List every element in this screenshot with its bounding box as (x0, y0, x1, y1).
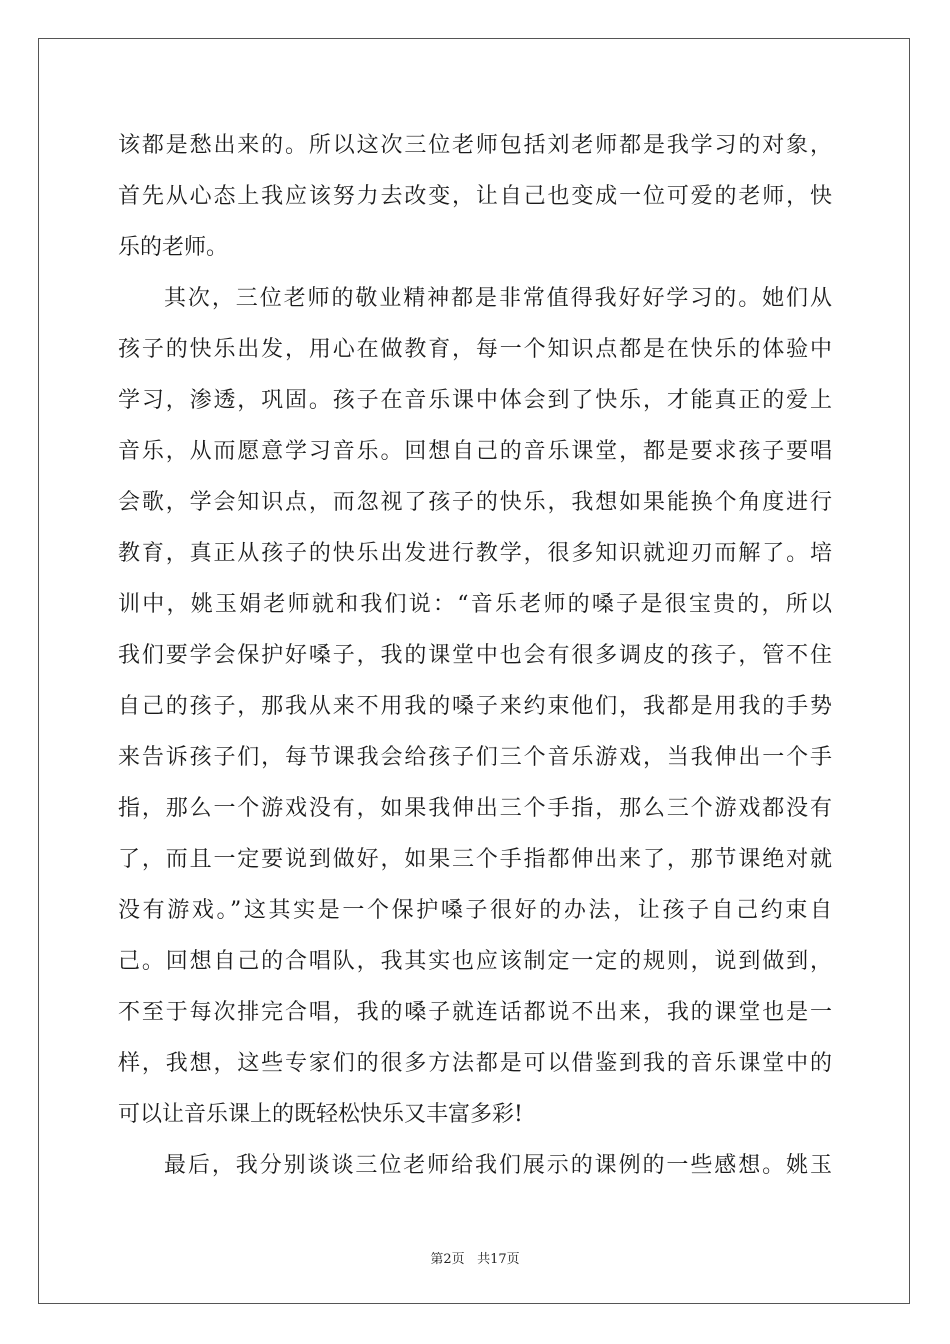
text-line: 不至于每次排完合唱，我的嗓子就连话都说不出来，我的课堂也是一 (118, 1000, 832, 1025)
text-line: 己。回想自己的合唱队，我其实也应该制定一定的规则，说到做到， (118, 949, 832, 974)
text-line: 我们要学会保护好嗓子，我的课堂中也会有很多调皮的孩子，管不住 (118, 643, 832, 668)
text-line: 了，而且一定要说到做好，如果三个手指都伸出来了，那节课绝对就 (118, 847, 832, 872)
page-footer (0, 1248, 950, 1267)
text-line: 该都是愁出来的。所以这次三位老师包括刘老师都是我学习的对象， (118, 133, 832, 158)
text-line: 可以让音乐课上的既轻松快乐又丰富多彩! (118, 1102, 523, 1127)
text-line: 首先从心态上我应该努力去改变，让自己也变成一位可爱的老师，快 (118, 184, 832, 209)
paragraph-first-line: 其次，三位老师的敬业精神都是非常值得我好好学习的。她们从 (164, 286, 832, 311)
text-line: 样，我想，这些专家们的很多方法都是可以借鉴到我的音乐课堂中的 (118, 1051, 832, 1076)
text-line: 音乐，从而愿意学习音乐。回想自己的音乐课堂，都是要求孩子要唱 (118, 439, 832, 464)
text-line: 孩子的快乐出发，用心在做教育，每一个知识点都是在快乐的体验中 (118, 337, 832, 362)
text-line: 训中，姚玉娟老师就和我们说：“音乐老师的嗓子是很宝贵的，所以 (118, 592, 832, 617)
text-line: 学习，渗透，巩固。孩子在音乐课中体会到了快乐，才能真正的爱上 (118, 388, 832, 413)
text-line: 来告诉孩子们，每节课我会给孩子们三个音乐游戏，当我伸出一个手 (118, 745, 832, 770)
text-line: 自己的孩子，那我从来不用我的嗓子来约束他们，我都是用我的手势 (118, 694, 832, 719)
text-line: 指，那么一个游戏没有，如果我伸出三个手指，那么三个游戏都没有 (118, 796, 832, 821)
page-total: 共17页 (477, 1252, 520, 1267)
page-number: 第2页 (430, 1252, 465, 1267)
paragraph-first-line: 最后，我分别谈谈三位老师给我们展示的课例的一些感想。姚玉 (164, 1153, 832, 1178)
text-line: 乐的老师。 (118, 235, 229, 260)
text-line: 教育，真正从孩子的快乐出发进行教学，很多知识就迎刃而解了。培 (118, 541, 832, 566)
text-line: 会歌，学会知识点，而忽视了孩子的快乐，我想如果能换个角度进行 (118, 490, 832, 515)
text-line: 没有游戏。”这其实是一个保护嗓子很好的办法，让孩子自己约束自 (118, 898, 832, 923)
